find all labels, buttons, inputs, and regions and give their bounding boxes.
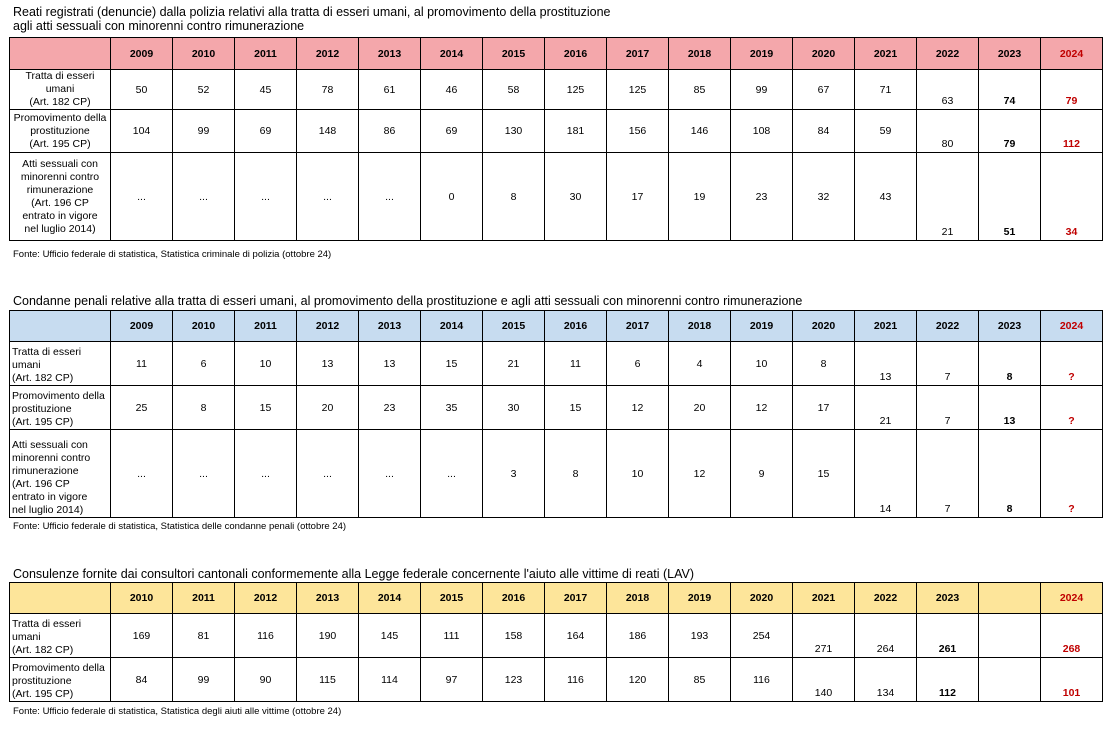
year-header: 2014 [421, 38, 483, 70]
value-cell: 146 [669, 110, 731, 153]
value-cell: 81 [173, 614, 235, 658]
year-header: 2024 [1041, 583, 1103, 614]
value-cell: 112 [1041, 110, 1103, 153]
value-cell: 43 [855, 153, 917, 241]
value-cell: 45 [235, 70, 297, 110]
value-cell: ... [421, 430, 483, 518]
value-cell: 74 [979, 70, 1041, 110]
value-cell: 6 [173, 342, 235, 386]
value-cell: 261 [917, 614, 979, 658]
value-cell: 8 [979, 430, 1041, 518]
value-cell: 164 [545, 614, 607, 658]
year-header: 2023 [917, 583, 979, 614]
value-cell: 140 [793, 658, 855, 702]
value-cell: 271 [793, 614, 855, 658]
header-blank-cell [10, 311, 111, 342]
value-cell: 21 [483, 342, 545, 386]
year-header: 2010 [173, 311, 235, 342]
value-cell: 35 [421, 386, 483, 430]
value-cell: 4 [669, 342, 731, 386]
value-cell: 21 [917, 153, 979, 241]
year-header: 2018 [669, 38, 731, 70]
value-cell: 12 [607, 386, 669, 430]
value-cell: 17 [793, 386, 855, 430]
year-header: 2021 [855, 311, 917, 342]
value-cell: 104 [111, 110, 173, 153]
section3-source: Fonte: Ufficio federale di statistica, Statistica degli aiuti alle vittime (ottobre 24) [13, 706, 342, 717]
table-header-row [10, 583, 1103, 614]
value-cell: 8 [173, 386, 235, 430]
value-cell: 30 [483, 386, 545, 430]
year-header: 2012 [235, 583, 297, 614]
year-header: 2022 [855, 583, 917, 614]
year-header: 2010 [111, 583, 173, 614]
table-row [10, 430, 1103, 518]
row-label: Tratta di esseri umani (Art. 182 CP) [10, 342, 111, 386]
row-label: Tratta di esseri umani (Art. 182 CP) [10, 70, 111, 110]
value-cell: ... [173, 430, 235, 518]
value-cell: 186 [607, 614, 669, 658]
year-header: 2018 [607, 583, 669, 614]
year-header: 2012 [297, 38, 359, 70]
value-cell: 101 [1041, 658, 1103, 702]
year-header: 2016 [545, 311, 607, 342]
value-cell: 134 [855, 658, 917, 702]
value-cell: 123 [483, 658, 545, 702]
value-cell: 25 [111, 386, 173, 430]
value-cell [979, 658, 1041, 702]
year-header: 2023 [979, 311, 1041, 342]
value-cell: 8 [483, 153, 545, 241]
value-cell: 10 [607, 430, 669, 518]
value-cell: ... [359, 430, 421, 518]
table-row [10, 70, 1103, 110]
year-header: 2020 [793, 311, 855, 342]
year-header: 2021 [855, 38, 917, 70]
value-cell: 61 [359, 70, 421, 110]
value-cell: ? [1041, 386, 1103, 430]
value-cell: 254 [731, 614, 793, 658]
value-cell: 15 [545, 386, 607, 430]
table-row [10, 110, 1103, 153]
year-header: 2023 [979, 38, 1041, 70]
value-cell: 116 [545, 658, 607, 702]
convictions-table [9, 310, 1103, 518]
table-row [10, 342, 1103, 386]
table-header-row [10, 311, 1103, 342]
value-cell: 59 [855, 110, 917, 153]
value-cell: 116 [731, 658, 793, 702]
value-cell: 78 [297, 70, 359, 110]
value-cell: 7 [917, 342, 979, 386]
year-header: 2022 [917, 38, 979, 70]
year-header: 2019 [731, 38, 793, 70]
year-header: 2015 [483, 311, 545, 342]
year-header: 2011 [235, 311, 297, 342]
value-cell: 86 [359, 110, 421, 153]
value-cell: ... [111, 153, 173, 241]
year-header: 2017 [607, 38, 669, 70]
value-cell: 99 [173, 658, 235, 702]
section1-source: Fonte: Ufficio federale di statistica, Statistica criminale di polizia (ottobre 24) [13, 249, 332, 260]
value-cell: 8 [793, 342, 855, 386]
value-cell: 50 [111, 70, 173, 110]
value-cell: 17 [607, 153, 669, 241]
value-cell: 63 [917, 70, 979, 110]
year-header: 2009 [111, 38, 173, 70]
value-cell: 8 [545, 430, 607, 518]
table-row [10, 658, 1103, 702]
value-cell: 13 [979, 386, 1041, 430]
year-header: 2009 [111, 311, 173, 342]
value-cell: 99 [173, 110, 235, 153]
year-header: 2012 [297, 311, 359, 342]
value-cell: 30 [545, 153, 607, 241]
year-header: 2015 [421, 583, 483, 614]
value-cell: ... [297, 430, 359, 518]
year-header: 2024 [1041, 38, 1103, 70]
year-header: 2013 [359, 38, 421, 70]
value-cell: 20 [669, 386, 731, 430]
header-blank-cell [10, 38, 111, 70]
value-cell [979, 614, 1041, 658]
value-cell: 264 [855, 614, 917, 658]
year-header: 2010 [173, 38, 235, 70]
value-cell: 12 [669, 430, 731, 518]
section1-title: Reati registrati (denuncie) dalla polizia relativi alla tratta di esseri umani, al promovimento della prostituzione agli atti sessuali con minorenni contro rimunerazione [13, 5, 611, 33]
value-cell: 7 [917, 386, 979, 430]
value-cell: 158 [483, 614, 545, 658]
value-cell: 15 [793, 430, 855, 518]
value-cell: 9 [731, 430, 793, 518]
value-cell: 14 [855, 430, 917, 518]
value-cell: 13 [359, 342, 421, 386]
value-cell: ... [173, 153, 235, 241]
row-label: Tratta di esseri umani (Art. 182 CP) [10, 614, 111, 658]
value-cell: 125 [607, 70, 669, 110]
value-cell: 51 [979, 153, 1041, 241]
value-cell: 116 [235, 614, 297, 658]
value-cell: 52 [173, 70, 235, 110]
value-cell: 12 [731, 386, 793, 430]
year-header: 2014 [359, 583, 421, 614]
value-cell: 7 [917, 430, 979, 518]
value-cell: 32 [793, 153, 855, 241]
value-cell: 145 [359, 614, 421, 658]
year-header: 2024 [1041, 311, 1103, 342]
value-cell: ... [235, 430, 297, 518]
value-cell: 97 [421, 658, 483, 702]
value-cell: 130 [483, 110, 545, 153]
value-cell: 156 [607, 110, 669, 153]
value-cell: 34 [1041, 153, 1103, 241]
value-cell: 108 [731, 110, 793, 153]
value-cell: 114 [359, 658, 421, 702]
year-header: 2020 [731, 583, 793, 614]
year-header: 2016 [483, 583, 545, 614]
row-label: Promovimento della prostituzione (Art. 195 CP) [10, 110, 111, 153]
value-cell: ... [111, 430, 173, 518]
year-header: 2017 [607, 311, 669, 342]
value-cell: 268 [1041, 614, 1103, 658]
value-cell: 111 [421, 614, 483, 658]
value-cell: 13 [855, 342, 917, 386]
value-cell: 15 [421, 342, 483, 386]
value-cell: 112 [917, 658, 979, 702]
value-cell: 115 [297, 658, 359, 702]
value-cell: 11 [111, 342, 173, 386]
header-blank-cell [10, 583, 111, 614]
year-header: 2022 [917, 311, 979, 342]
value-cell: 190 [297, 614, 359, 658]
value-cell: 69 [421, 110, 483, 153]
value-cell: 84 [111, 658, 173, 702]
value-cell: 69 [235, 110, 297, 153]
year-header: 2011 [173, 583, 235, 614]
value-cell: 6 [607, 342, 669, 386]
year-header: 2017 [545, 583, 607, 614]
value-cell: 79 [1041, 70, 1103, 110]
year-header: 2013 [359, 311, 421, 342]
table-row [10, 614, 1103, 658]
value-cell: ? [1041, 342, 1103, 386]
police-reports-table [9, 37, 1103, 241]
value-cell: 125 [545, 70, 607, 110]
value-cell: 85 [669, 70, 731, 110]
value-cell: 23 [359, 386, 421, 430]
value-cell: 148 [297, 110, 359, 153]
value-cell: 90 [235, 658, 297, 702]
value-cell: 46 [421, 70, 483, 110]
value-cell: 10 [731, 342, 793, 386]
value-cell: 85 [669, 658, 731, 702]
year-header: 2021 [793, 583, 855, 614]
value-cell: 58 [483, 70, 545, 110]
year-header [979, 583, 1041, 614]
value-cell: 79 [979, 110, 1041, 153]
value-cell: ... [235, 153, 297, 241]
year-header: 2019 [731, 311, 793, 342]
value-cell: 169 [111, 614, 173, 658]
value-cell: 8 [979, 342, 1041, 386]
section2-title: Condanne penali relative alla tratta di esseri umani, al promovimento della prostituzione e agli atti sessuali con minorenni contro rimunerazione [13, 294, 803, 308]
value-cell: ... [297, 153, 359, 241]
value-cell: 21 [855, 386, 917, 430]
table-header-row [10, 38, 1103, 70]
year-header: 2019 [669, 583, 731, 614]
value-cell: 3 [483, 430, 545, 518]
year-header: 2013 [297, 583, 359, 614]
value-cell: ... [359, 153, 421, 241]
value-cell: 23 [731, 153, 793, 241]
value-cell: 19 [669, 153, 731, 241]
row-label: Promovimento della prostituzione (Art. 195 CP) [10, 386, 111, 430]
value-cell: 0 [421, 153, 483, 241]
value-cell: 99 [731, 70, 793, 110]
value-cell: 15 [235, 386, 297, 430]
year-header: 2018 [669, 311, 731, 342]
value-cell: ? [1041, 430, 1103, 518]
value-cell: 84 [793, 110, 855, 153]
year-header: 2014 [421, 311, 483, 342]
value-cell: 71 [855, 70, 917, 110]
section2-source: Fonte: Ufficio federale di statistica, Statistica delle condanne penali (ottobre 24) [13, 521, 347, 532]
value-cell: 20 [297, 386, 359, 430]
table-row [10, 386, 1103, 430]
value-cell: 193 [669, 614, 731, 658]
row-label: Atti sessuali con minorenni contro rimunerazione (Art. 196 CP entrato in vigore nel luglio 2014) [10, 430, 111, 518]
section3-title: Consulenze fornite dai consultori cantonali conformemente alla Legge federale concernente l'aiuto alle vittime di reati (LAV) [13, 567, 695, 581]
year-header: 2016 [545, 38, 607, 70]
value-cell: 80 [917, 110, 979, 153]
victim-consultations-table [9, 582, 1103, 702]
row-label: Promovimento della prostituzione (Art. 195 CP) [10, 658, 111, 702]
year-header: 2011 [235, 38, 297, 70]
row-label: Atti sessuali con minorenni contro rimunerazione (Art. 196 CP entrato in vigore nel luglio 2014) [10, 153, 111, 241]
value-cell: 181 [545, 110, 607, 153]
value-cell: 67 [793, 70, 855, 110]
value-cell: 120 [607, 658, 669, 702]
table-row [10, 153, 1103, 241]
value-cell: 11 [545, 342, 607, 386]
year-header: 2015 [483, 38, 545, 70]
value-cell: 13 [297, 342, 359, 386]
year-header: 2020 [793, 38, 855, 70]
value-cell: 10 [235, 342, 297, 386]
